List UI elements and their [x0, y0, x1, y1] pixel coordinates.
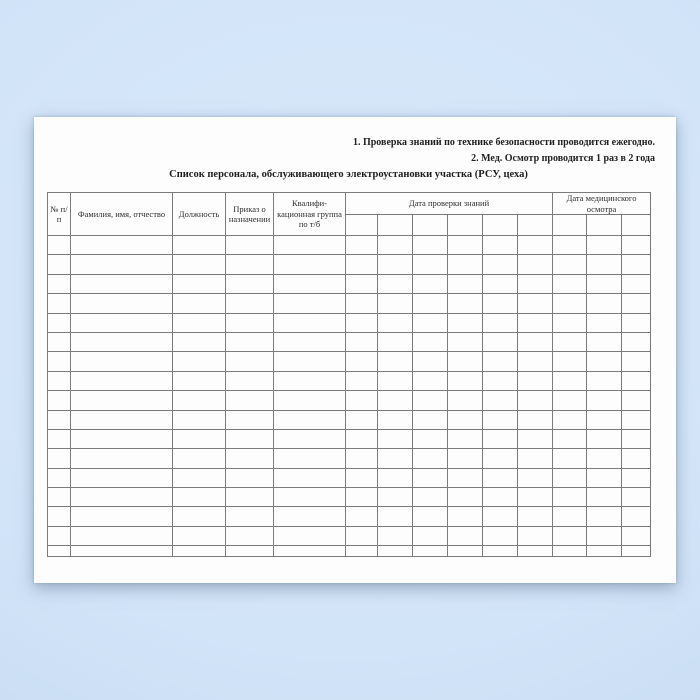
table-cell: [274, 371, 346, 390]
notes-block: [353, 135, 655, 166]
table-cell: [553, 429, 587, 448]
table-cell: [226, 313, 274, 332]
table-cell: [448, 429, 483, 448]
date-subheader-cell: [378, 215, 413, 236]
table-cell: [448, 391, 483, 410]
table-cell: [274, 274, 346, 293]
table-cell: [274, 294, 346, 313]
col-header-full-name: Фамилия, имя, отчество: [71, 193, 173, 236]
table-cell: [413, 313, 448, 332]
table-cell: [378, 488, 413, 507]
table-cell: [483, 332, 518, 351]
table-cell: [226, 488, 274, 507]
table-cell: [48, 429, 71, 448]
table-cell: [518, 468, 553, 487]
table-cell: [413, 449, 448, 468]
table-cell: [173, 449, 226, 468]
table-cell: [346, 255, 378, 274]
table-cell: [346, 352, 378, 371]
table-cell: [622, 352, 651, 371]
date-subheader-cell: [346, 215, 378, 236]
table-cell: [71, 371, 173, 390]
table-cell: [71, 488, 173, 507]
table-cell: [587, 410, 622, 429]
table-cell: [483, 488, 518, 507]
table-row: [48, 391, 651, 410]
table-cell: [518, 352, 553, 371]
table-cell: [346, 429, 378, 448]
table-cell: [413, 526, 448, 545]
table-cell: [483, 236, 518, 255]
table-cell: [71, 332, 173, 351]
table-cell: [413, 332, 448, 351]
table-cell: [518, 294, 553, 313]
table-cell: [483, 371, 518, 390]
table-cell: [274, 429, 346, 448]
table-row: [48, 352, 651, 371]
table-row: [48, 449, 651, 468]
table-cell: [173, 352, 226, 371]
table-cell: [553, 274, 587, 293]
table-cell: [173, 546, 226, 557]
table-cell: [622, 236, 651, 255]
table-cell: [274, 391, 346, 410]
table-row: [48, 371, 651, 390]
table-cell: [71, 507, 173, 526]
table-cell: [587, 255, 622, 274]
table-cell: [173, 526, 226, 545]
table-cell: [483, 507, 518, 526]
table-cell: [553, 255, 587, 274]
table-cell: [346, 332, 378, 351]
table-cell: [346, 236, 378, 255]
table-cell: [553, 526, 587, 545]
table-cell: [48, 391, 71, 410]
table-cell: [518, 371, 553, 390]
table-cell: [483, 468, 518, 487]
table-cell: [448, 294, 483, 313]
table-cell: [518, 236, 553, 255]
date-subheader-cell: [448, 215, 483, 236]
table-cell: [413, 294, 448, 313]
document-page: [34, 117, 676, 583]
table-cell: [71, 429, 173, 448]
table-cell: [226, 410, 274, 429]
table-cell: [71, 468, 173, 487]
table-cell: [346, 313, 378, 332]
table-cell: [413, 255, 448, 274]
table-cell: [413, 274, 448, 293]
table-row: [48, 488, 651, 507]
table-row: [48, 332, 651, 351]
table-cell: [274, 332, 346, 351]
table-cell: [378, 526, 413, 545]
personnel-table: [47, 192, 651, 557]
table-cell: [518, 488, 553, 507]
table-cell: [378, 236, 413, 255]
table-cell: [553, 449, 587, 468]
table-cell: [71, 313, 173, 332]
table-cell: [587, 429, 622, 448]
table-cell: [553, 488, 587, 507]
table-cell: [553, 332, 587, 351]
table-cell: [622, 429, 651, 448]
table-row: [48, 236, 651, 255]
table-cell: [226, 332, 274, 351]
table-cell: [226, 255, 274, 274]
table-cell: [274, 410, 346, 429]
table-cell: [378, 429, 413, 448]
table-cell: [274, 313, 346, 332]
table-cell: [622, 274, 651, 293]
table-cell: [518, 410, 553, 429]
table-cell: [378, 410, 413, 429]
table-cell: [226, 507, 274, 526]
table-cell: [587, 391, 622, 410]
table-cell: [226, 236, 274, 255]
table-cell: [587, 526, 622, 545]
table-cell: [483, 294, 518, 313]
table-cell: [622, 371, 651, 390]
table-cell: [378, 449, 413, 468]
table-cell: [483, 274, 518, 293]
table-cell: [71, 546, 173, 557]
table-cell: [71, 236, 173, 255]
table-cell: [71, 255, 173, 274]
table-cell: [448, 526, 483, 545]
table-cell: [173, 507, 226, 526]
table-cell: [346, 294, 378, 313]
table-cell: [173, 410, 226, 429]
table-cell: [483, 429, 518, 448]
table-row: [48, 546, 651, 557]
table-cell: [173, 294, 226, 313]
col-header-medical-exam-date: Дата медицинского осмотра: [553, 193, 651, 215]
table-cell: [173, 332, 226, 351]
table-cell: [413, 236, 448, 255]
date-subheader-cell: [553, 215, 587, 236]
table-cell: [173, 255, 226, 274]
table-cell: [274, 507, 346, 526]
table-cell: [226, 468, 274, 487]
table-cell: [346, 274, 378, 293]
table-cell: [448, 507, 483, 526]
table-cell: [622, 468, 651, 487]
table-cell: [48, 371, 71, 390]
table-cell: [518, 526, 553, 545]
table-cell: [173, 429, 226, 448]
table-cell: [274, 255, 346, 274]
table-cell: [274, 468, 346, 487]
table-cell: [622, 391, 651, 410]
table-cell: [378, 507, 413, 526]
table-cell: [173, 274, 226, 293]
table-cell: [48, 255, 71, 274]
table-cell: [226, 294, 274, 313]
table-cell: [518, 546, 553, 557]
table-cell: [274, 236, 346, 255]
table-cell: [483, 255, 518, 274]
date-subheader-cell: [413, 215, 448, 236]
date-subheader-cell: [622, 215, 651, 236]
table-cell: [622, 294, 651, 313]
table-cell: [448, 468, 483, 487]
table-cell: [71, 274, 173, 293]
table-cell: [48, 294, 71, 313]
table-cell: [346, 391, 378, 410]
table-cell: [448, 449, 483, 468]
table-cell: [346, 526, 378, 545]
table-cell: [274, 449, 346, 468]
table-cell: [48, 352, 71, 371]
table-cell: [553, 391, 587, 410]
table-cell: [553, 468, 587, 487]
table-cell: [553, 546, 587, 557]
table-cell: [226, 371, 274, 390]
table-cell: [71, 391, 173, 410]
table-cell: [378, 352, 413, 371]
table-cell: [346, 507, 378, 526]
table-cell: [483, 546, 518, 557]
table-cell: [48, 236, 71, 255]
table-cell: [48, 449, 71, 468]
col-header-knowledge-check-date: Дата проверки знаний: [346, 193, 553, 215]
table-cell: [48, 526, 71, 545]
table-cell: [413, 468, 448, 487]
table-cell: [413, 546, 448, 557]
table-cell: [587, 274, 622, 293]
table-cell: [587, 294, 622, 313]
table-body: [48, 236, 651, 557]
table-cell: [483, 449, 518, 468]
table-cell: [48, 507, 71, 526]
table-cell: [448, 546, 483, 557]
table-cell: [48, 332, 71, 351]
table-cell: [413, 429, 448, 448]
table-row: [48, 507, 651, 526]
table-cell: [346, 410, 378, 429]
table-cell: [226, 352, 274, 371]
table-cell: [587, 371, 622, 390]
table-cell: [448, 332, 483, 351]
table-row: [48, 410, 651, 429]
table-cell: [173, 391, 226, 410]
table-cell: [448, 255, 483, 274]
table-cell: [518, 429, 553, 448]
page-title: Список персонала, обслуживающего электроустановки участка (РСУ, цеха): [169, 169, 528, 180]
table-cell: [226, 274, 274, 293]
table-cell: [274, 488, 346, 507]
date-subheader-cell: [483, 215, 518, 236]
table-cell: [378, 332, 413, 351]
table-cell: [71, 410, 173, 429]
table-cell: [413, 391, 448, 410]
table-cell: [378, 274, 413, 293]
table-cell: [448, 488, 483, 507]
table-cell: [483, 410, 518, 429]
table-cell: [587, 352, 622, 371]
table-cell: [226, 546, 274, 557]
date-subheader-cell: [587, 215, 622, 236]
table-cell: [173, 468, 226, 487]
col-header-qualification-group: Квалифи-кационная группа по т/б: [274, 193, 346, 236]
table-row: [48, 255, 651, 274]
table-cell: [173, 313, 226, 332]
table-cell: [622, 449, 651, 468]
table-row: [48, 429, 651, 448]
table-cell: [483, 313, 518, 332]
table-cell: [173, 371, 226, 390]
table-cell: [71, 352, 173, 371]
table-cell: [518, 255, 553, 274]
table-cell: [622, 410, 651, 429]
table-cell: [71, 294, 173, 313]
table-cell: [622, 255, 651, 274]
table-cell: [274, 546, 346, 557]
table-cell: [226, 449, 274, 468]
table-cell: [48, 313, 71, 332]
table-cell: [518, 449, 553, 468]
table-row: [48, 294, 651, 313]
table-cell: [622, 526, 651, 545]
table-cell: [378, 294, 413, 313]
col-header-appointment-order: Приказ о назначении: [226, 193, 274, 236]
table-cell: [448, 410, 483, 429]
table-row: [48, 526, 651, 545]
table-cell: [622, 507, 651, 526]
table-cell: [346, 488, 378, 507]
table-cell: [553, 313, 587, 332]
table-cell: [378, 313, 413, 332]
table-cell: [553, 352, 587, 371]
table-row: [48, 468, 651, 487]
table-cell: [587, 332, 622, 351]
table-cell: [48, 546, 71, 557]
table-cell: [346, 371, 378, 390]
table-cell: [553, 294, 587, 313]
table-cell: [71, 526, 173, 545]
table-cell: [226, 526, 274, 545]
table-row: [48, 313, 651, 332]
table-cell: [553, 410, 587, 429]
table-cell: [483, 526, 518, 545]
col-header-position: Должность: [173, 193, 226, 236]
table-cell: [226, 391, 274, 410]
table-cell: [48, 274, 71, 293]
table-cell: [448, 313, 483, 332]
table-cell: [173, 236, 226, 255]
table-row: [48, 274, 651, 293]
date-subheader-cell: [518, 215, 553, 236]
table-cell: [378, 255, 413, 274]
table-cell: [173, 488, 226, 507]
col-header-number: № п/п: [48, 193, 71, 236]
table-cell: [378, 371, 413, 390]
table-cell: [448, 371, 483, 390]
table-cell: [553, 371, 587, 390]
table-cell: [518, 391, 553, 410]
table-cell: [346, 468, 378, 487]
table-cell: [587, 488, 622, 507]
table-cell: [346, 546, 378, 557]
table-cell: [448, 274, 483, 293]
table-cell: [346, 449, 378, 468]
table-cell: [483, 391, 518, 410]
note-line-2: 2. Мед. Осмотр проводится 1 раз в 2 года: [471, 152, 655, 164]
table-cell: [448, 236, 483, 255]
table-cell: [518, 313, 553, 332]
table-cell: [226, 429, 274, 448]
table-cell: [587, 449, 622, 468]
table-cell: [413, 352, 448, 371]
table-cell: [518, 332, 553, 351]
table-cell: [622, 313, 651, 332]
table-cell: [518, 507, 553, 526]
note-line-1: 1. Проверка знаний по технике безопасности проводится ежегодно.: [352, 137, 655, 148]
table-cell: [587, 507, 622, 526]
table-cell: [413, 507, 448, 526]
table-cell: [413, 410, 448, 429]
table-cell: [48, 468, 71, 487]
table-cell: [378, 546, 413, 557]
table-cell: [274, 352, 346, 371]
table-cell: [71, 449, 173, 468]
table-cell: [483, 352, 518, 371]
table-cell: [553, 236, 587, 255]
table-cell: [413, 371, 448, 390]
table-cell: [622, 488, 651, 507]
table-cell: [553, 507, 587, 526]
table-cell: [587, 313, 622, 332]
table-cell: [518, 274, 553, 293]
table-cell: [587, 468, 622, 487]
table-cell: [48, 410, 71, 429]
table-cell: [378, 391, 413, 410]
table-cell: [413, 488, 448, 507]
table-cell: [274, 526, 346, 545]
table-cell: [622, 546, 651, 557]
table-cell: [587, 236, 622, 255]
table-cell: [448, 352, 483, 371]
table-cell: [48, 488, 71, 507]
table-cell: [622, 332, 651, 351]
table-cell: [587, 546, 622, 557]
table-cell: [378, 468, 413, 487]
